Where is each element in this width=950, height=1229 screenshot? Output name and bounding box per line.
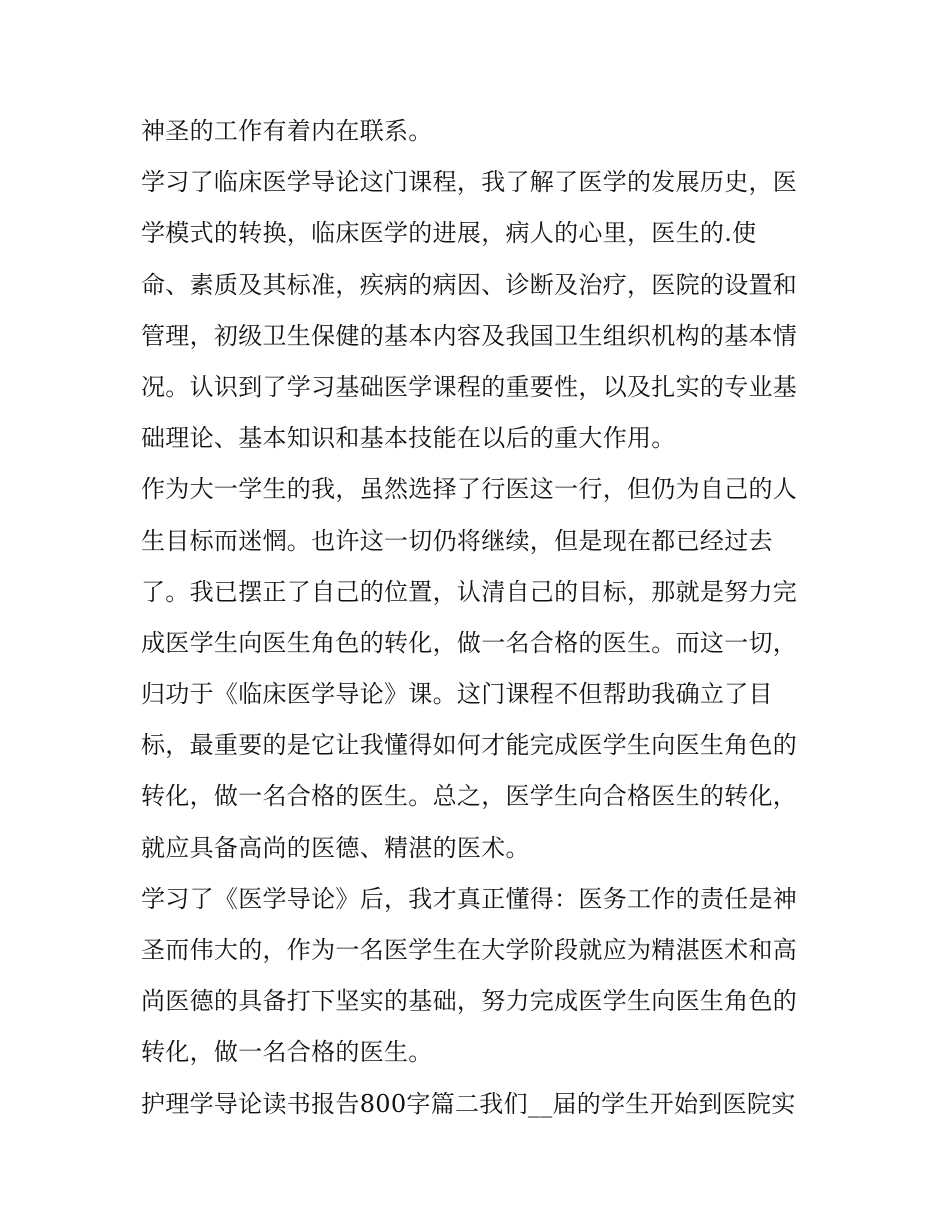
text-line-13: 标，最重要的是它让我懂得如何才能完成医学生向医生角色的 [141,731,798,760]
text-line-4: 命、素质及其标准，疾病的病因、诊断及治疗，医院的设置和 [141,270,798,299]
text-line-5: 管理，初级卫生保健的基本内容及我国卫生组织机构的基本情 [141,321,798,350]
text-line-20: 护理学导论读书报告800字篇二我们__届的学生开始到医院实 [141,1089,796,1118]
text-line-11: 成医学生向医生角色的转化，做一名合格的医生。而这一切， [141,628,798,657]
text-line-7: 础理论、基本知识和基本技能在以后的重大作用。 [141,424,676,453]
text-line-6: 况。认识到了学习基础医学课程的重要性，以及扎实的专业基 [141,372,798,401]
text-line-8: 作为大一学生的我，虽然选择了行医这一行，但仍为自己的人 [141,475,798,504]
text-line-15: 就应具备高尚的医德、精湛的医术。 [141,833,530,862]
text-line-18: 尚医德的具备打下坚实的基础，努力完成医学生向医生角色的 [141,987,798,1016]
text-line-2: 学习了临床医学导论这门课程，我了解了医学的发展历史，医 [141,168,798,197]
text-line-14: 转化，做一名合格的医生。总之，医学生向合格医生的转化， [141,782,798,811]
text-line-3: 学模式的转换，临床医学的进展，病人的心里，医生的.使 [141,219,757,248]
text-line-9: 生目标而迷惘。也许这一切仍将继续，但是现在都已经过去 [141,526,773,555]
document-body [141,106,821,1130]
text-line-12: 归功于《临床医学导论》课。这门课程不但帮助我确立了目 [141,680,773,709]
text-line-19: 转化，做一名合格的医生。 [141,1038,433,1067]
text-line-1: 神圣的工作有着内在联系。 [141,117,433,145]
text-line-16: 学习了《医学导论》后，我才真正懂得：医务工作的责任是神 [141,884,798,913]
text-line-17: 圣而伟大的，作为一名医学生在大学阶段就应为精湛医术和高 [141,936,798,964]
text-line-10: 了。我已摆正了自己的位置，认清自己的目标，那就是努力完 [141,577,798,606]
